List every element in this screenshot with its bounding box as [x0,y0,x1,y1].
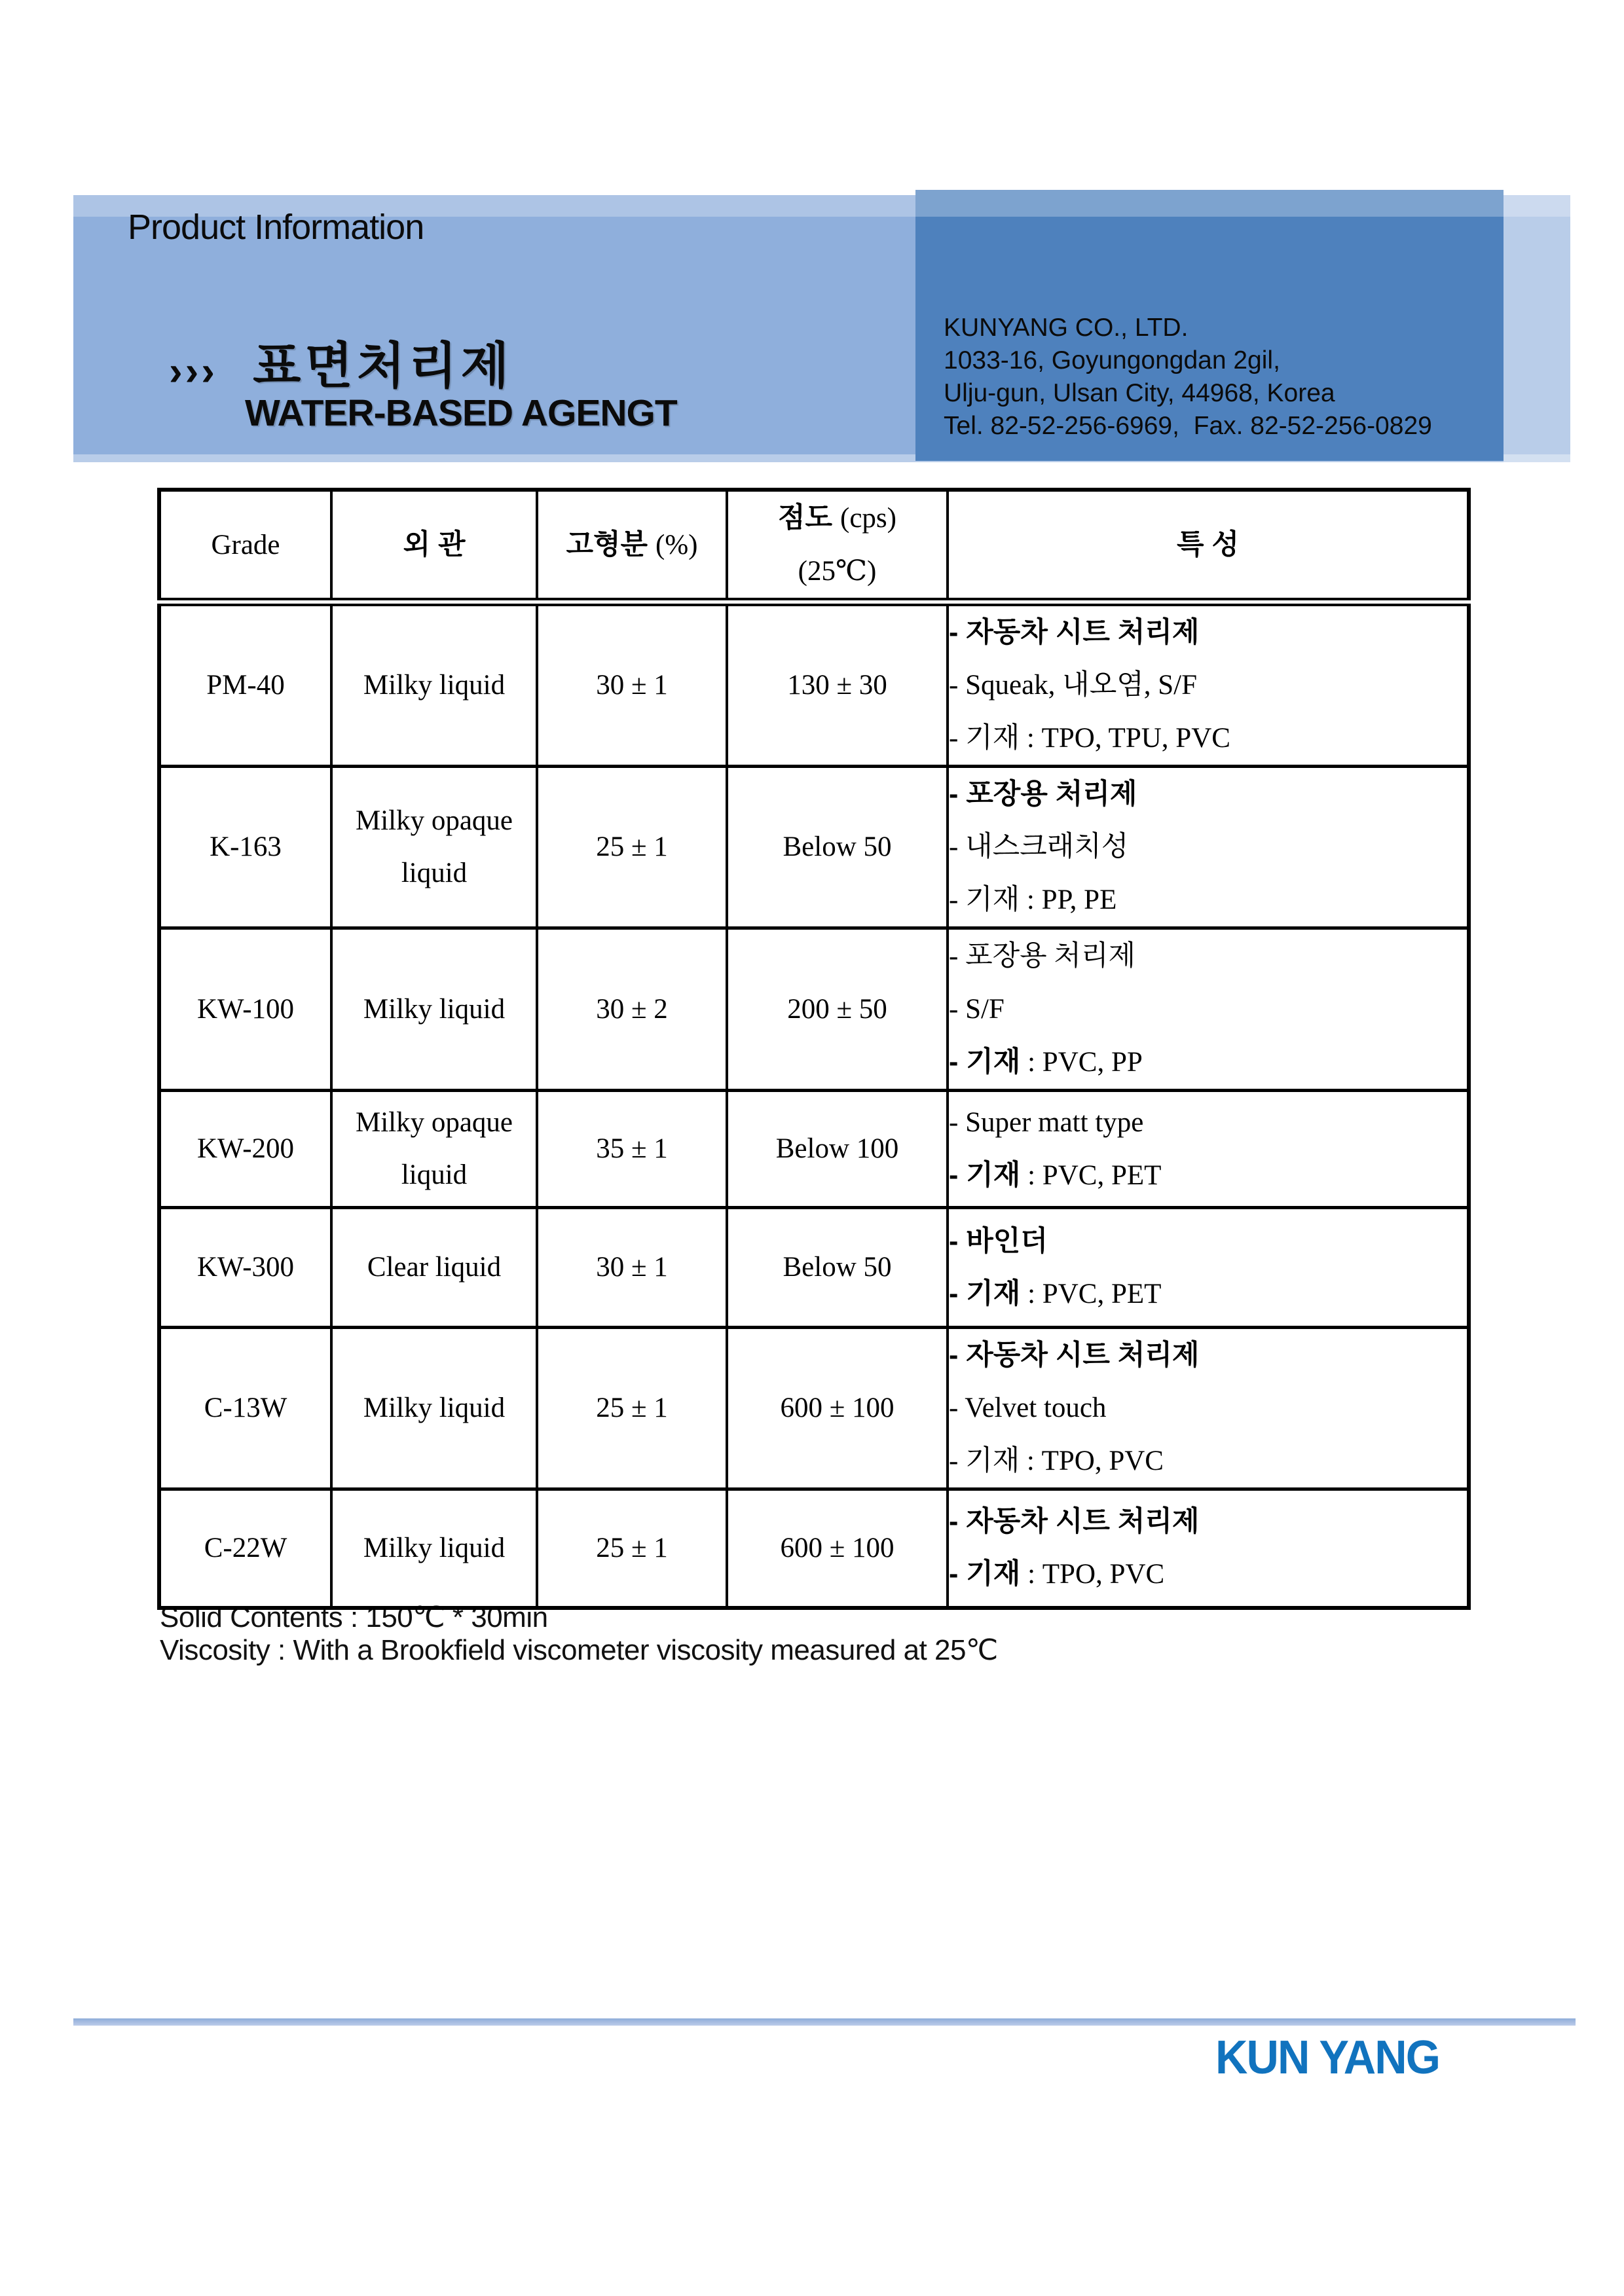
header-line [949,519,1467,571]
feature-line [949,930,1467,983]
text-segment: - S/F [949,994,1005,1025]
appearance-cell: Milky opaque liquid [331,1091,537,1208]
text-segment: - 내스크래치성 [949,831,1129,862]
table-row [159,1091,1469,1208]
header-line [333,519,536,571]
appearance-cell: Milky liquid [331,1328,537,1489]
table-row [159,767,1469,928]
text-segment: - 기재 : PP, PE [949,884,1117,915]
text-segment: - 기재 [949,1046,1021,1078]
feature-line [949,1149,1467,1202]
company-address-line1: 1033-16, Goyungongdan 2gil, [944,346,1280,374]
feature-line [949,820,1467,873]
company-name: KUNYANG CO., LTD. [944,314,1189,342]
text-segment: : PVC, PET [1020,1160,1162,1191]
viscosity-cell: 200 ± 50 [727,928,948,1091]
appearance-cell: Milky opaque liquid [331,767,537,928]
table-header-cell [159,490,331,602]
feature-line [949,1096,1467,1149]
table-header-cell [537,490,727,602]
appearance-cell: Milky liquid [331,928,537,1091]
table-header-cell [948,490,1469,602]
feature-line [949,983,1467,1036]
feature-line [949,659,1467,712]
features-cell [948,1328,1469,1489]
feature-line [949,1329,1467,1381]
features-cell [948,928,1469,1091]
text-segment: - 포장용 처리제 [949,778,1137,810]
solids-cell: 35 ± 1 [537,1091,727,1208]
text-segment: - 기재 [949,1159,1021,1191]
feature-line [949,712,1467,765]
text-segment: (%) [655,529,698,560]
solids-cell: 30 ± 2 [537,928,727,1091]
table-row [159,1328,1469,1489]
header-line [728,545,946,598]
viscosity-cell: Below 50 [727,1208,948,1328]
text-segment: - 바인더 [949,1225,1048,1257]
text-segment: Grade [211,529,280,560]
text-segment: (cps) [840,503,896,534]
footnote-viscosity: Viscosity : With a Brookfield viscometer viscosity measured at 25℃ [160,1634,998,1666]
text-segment: : TPO, PVC [1020,1559,1165,1590]
text-segment: 점도 [778,502,841,534]
text-segment: : PVC, PP [1020,1047,1143,1078]
table-row [159,1208,1469,1328]
header-line [161,519,330,572]
feature-line [949,1267,1467,1321]
text-segment: 특 성 [1176,529,1240,560]
page-title-english: WATER-BASED AGENGT [245,392,677,434]
table-header-row [159,490,1469,602]
features-cell [948,1489,1469,1608]
text-segment: - 자동차 시트 처리제 [949,1339,1200,1371]
text-segment: - Velvet touch [949,1393,1107,1423]
table-header-cell [331,490,537,602]
grade-cell: K-163 [159,767,331,928]
grade-cell: C-13W [159,1328,331,1489]
features-cell [948,1091,1469,1208]
solids-cell: 25 ± 1 [537,1489,727,1608]
text-segment: - 기재 [949,1277,1021,1309]
header-row [159,490,1469,602]
footer-divider [73,2018,1576,2026]
page-title-korean: 표면처리제 [253,338,513,394]
solids-cell: 30 ± 1 [537,1208,727,1328]
chevrons-icon: ››› [169,349,217,394]
solids-cell: 30 ± 1 [537,602,727,767]
viscosity-cell: Below 50 [727,767,948,928]
header-line [538,519,726,572]
text-segment: : PVC, PET [1020,1278,1162,1309]
company-address-line2: Ulju-gun, Ulsan City, 44968, Korea [944,379,1335,407]
table-row [159,928,1469,1091]
table-body [159,602,1469,1608]
grade-cell: PM-40 [159,602,331,767]
feature-line [949,1434,1467,1487]
text-segment: - Super matt type [949,1107,1144,1138]
feature-line [949,1381,1467,1434]
viscosity-cell: Below 100 [727,1091,948,1208]
solids-cell: 25 ± 1 [537,767,727,928]
text-segment: - 기재 [949,1558,1021,1590]
banner-right-accent [1504,195,1570,462]
feature-line [949,1215,1467,1267]
company-logo: KUN YANG [1215,2032,1440,2084]
text-segment: - Squeak, 내오염, S/F [949,670,1198,701]
features-cell [948,767,1469,928]
feature-line [949,1495,1467,1548]
product-spec-table [157,488,1471,1610]
table-header-cell [727,490,948,602]
viscosity-cell: 600 ± 100 [727,1489,948,1608]
page-kicker: Product Information [128,208,424,247]
features-cell [948,1208,1469,1328]
appearance-cell: Clear liquid [331,1208,537,1328]
text-segment: - 기재 : TPO, PVC [949,1446,1164,1476]
text-segment: 고형분 [566,528,656,560]
viscosity-cell: 600 ± 100 [727,1328,948,1489]
feature-line [949,1548,1467,1601]
company-info-block [944,312,1432,443]
text-segment: - 자동차 시트 처리제 [949,1506,1200,1538]
grade-cell: KW-100 [159,928,331,1091]
text-segment: - 포장용 처리제 [949,941,1136,972]
solids-cell: 25 ± 1 [537,1328,727,1489]
footnotes [160,1601,998,1667]
table-row [159,602,1469,767]
grade-cell: KW-300 [159,1208,331,1328]
feature-line [949,606,1467,659]
table-row [159,1489,1469,1608]
viscosity-cell: 130 ± 30 [727,602,948,767]
company-tel-fax: Tel. 82-52-256-6969, Fax. 82-52-256-0829 [944,412,1432,440]
grade-cell: KW-200 [159,1091,331,1208]
grade-cell: C-22W [159,1489,331,1608]
appearance-cell: Milky liquid [331,602,537,767]
text-segment: 외 관 [403,529,466,560]
footnote-solid-contents: Solid Contents : 150℃ * 30min [160,1601,548,1633]
header-line [728,492,946,545]
feature-line [949,873,1467,926]
text-segment: (25℃) [798,556,877,587]
text-segment: - 자동차 시트 처리제 [949,617,1200,648]
features-cell [948,602,1469,767]
feature-line [949,1036,1467,1089]
feature-line [949,768,1467,820]
text-segment: - 기재 : TPO, TPU, PVC [949,723,1230,754]
appearance-cell: Milky liquid [331,1489,537,1608]
